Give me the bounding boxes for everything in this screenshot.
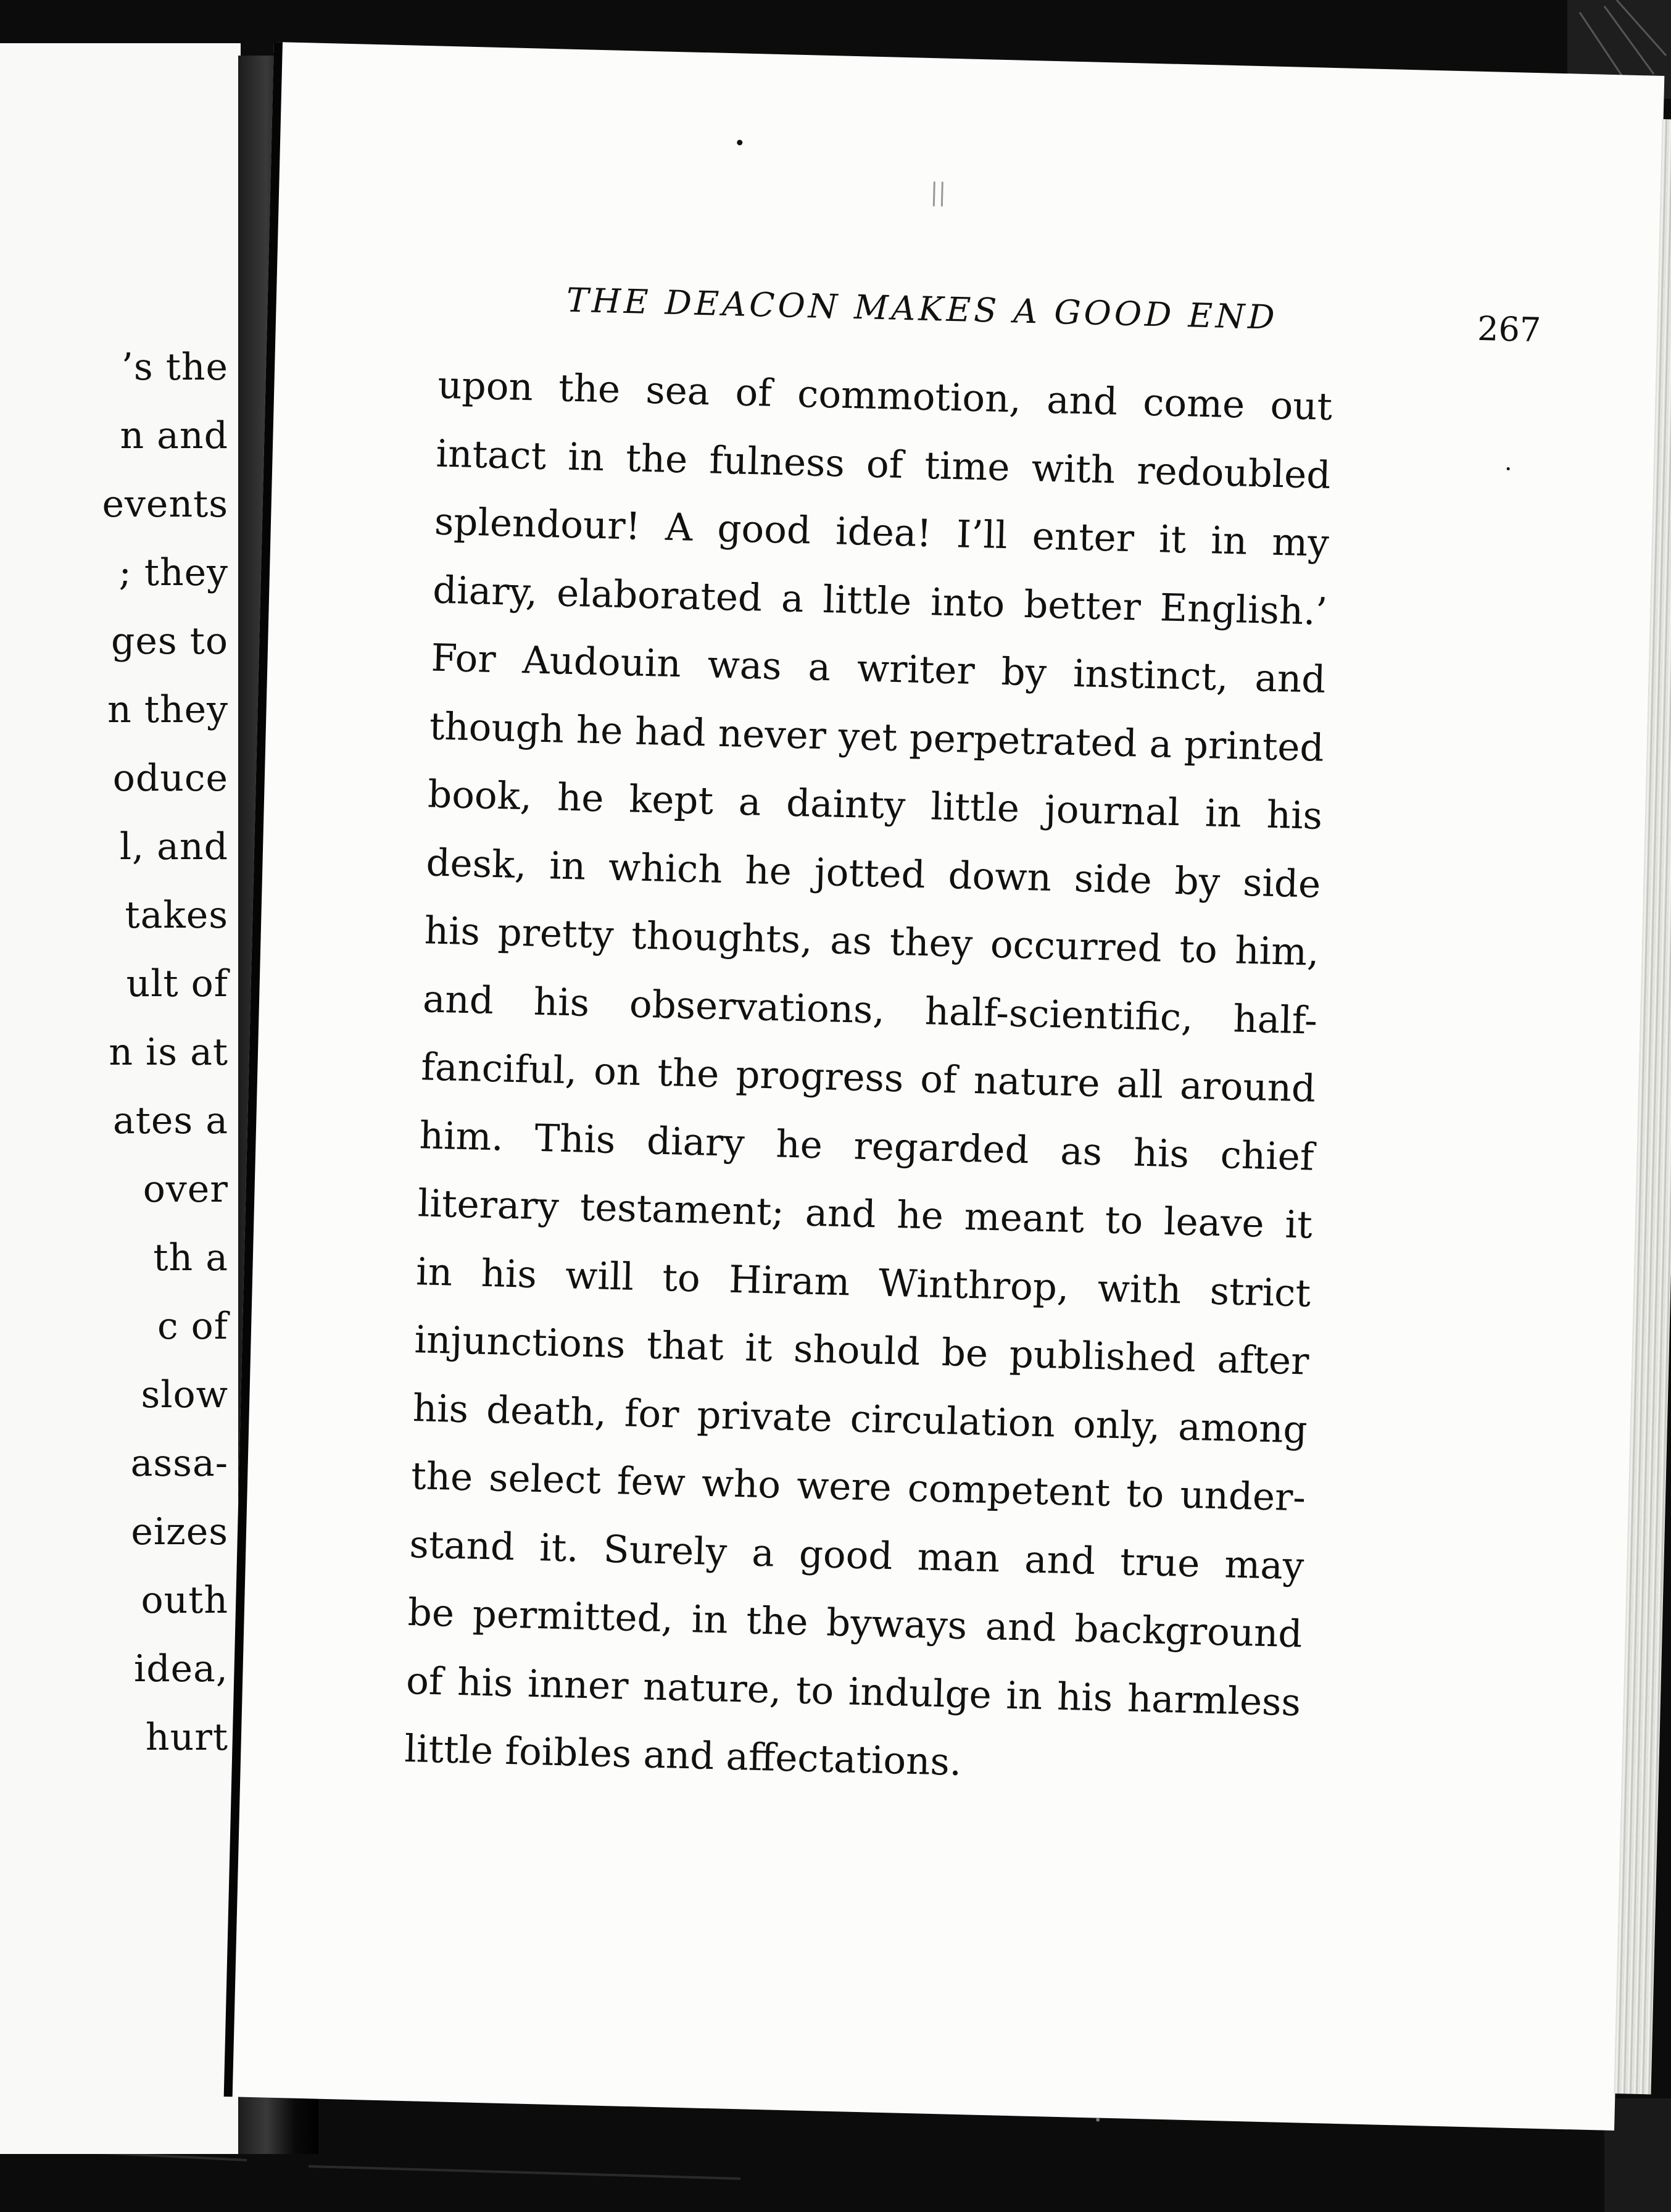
text-line: his pretty thoughts, as they occurred to him, xyxy=(424,908,1320,975)
left-fragment-line: ’s the xyxy=(121,346,228,389)
left-page-text-fragments xyxy=(0,333,228,1772)
left-fragment-line: events xyxy=(102,483,228,526)
left-fragment-line: idea, xyxy=(134,1647,228,1690)
text-line: book, he kept a dainty little journal in his xyxy=(427,772,1323,838)
left-fragment-line: ates a xyxy=(112,1099,228,1142)
text-line: his death, for private circulation only, among xyxy=(412,1386,1308,1452)
text-line: desk, in which he jotted down side by side xyxy=(425,840,1322,907)
left-fragment-line: th a xyxy=(153,1236,228,1279)
text-line: in his will to Hiram Winthrop, with strict xyxy=(415,1249,1311,1316)
left-fragment-line: eizes xyxy=(131,1510,228,1553)
left-fragment-line: assa- xyxy=(130,1442,228,1485)
page-number: 267 xyxy=(1477,309,1541,350)
running-head-title: THE DEACON MAKES A GOOD END xyxy=(566,280,1279,337)
text-line: For Audouin was a writer by instinct, and xyxy=(430,636,1327,702)
text-line: intact in the fulness of time with redoubled xyxy=(435,431,1332,497)
left-fragment-line: oduce xyxy=(112,757,228,800)
text-line: and his observations, half-scientific, half- xyxy=(422,976,1318,1043)
left-fragment-line: ges to xyxy=(110,620,228,663)
running-head xyxy=(565,281,1541,367)
left-fragment-line: hurt xyxy=(145,1716,228,1759)
left-fragment-line: ult of xyxy=(126,962,228,1005)
left-fragment-line: slow xyxy=(141,1373,228,1416)
text-line: him. This diary he regarded as his chief xyxy=(418,1113,1315,1179)
left-facing-page xyxy=(0,43,241,2154)
text-line: injunctions that it should be published after xyxy=(413,1318,1310,1384)
left-fragment-line: n and xyxy=(120,414,228,457)
left-fragment-line: n they xyxy=(107,688,228,731)
left-fragment-line: n is at xyxy=(109,1031,228,1074)
left-fragment-line: takes xyxy=(125,894,228,937)
left-fragment-line: c of xyxy=(157,1305,228,1348)
text-line: of his inner nature, to indulge in his harmless xyxy=(405,1658,1301,1724)
text-line-last: little foibles and affectations. xyxy=(404,1726,963,1785)
left-fragment-line: over xyxy=(143,1168,228,1211)
body-text xyxy=(404,352,1333,1805)
text-line: splendour! A good idea! I’ll enter it in my xyxy=(434,499,1330,565)
left-fragment-line: l, and xyxy=(119,825,228,868)
text-line: upon the sea of commotion, and come out xyxy=(437,363,1333,430)
left-fragment-line: ; they xyxy=(118,551,228,594)
text-line: the select few who were competent to under- xyxy=(410,1454,1306,1520)
text-line: stand it. Surely a good man and true may xyxy=(408,1522,1305,1588)
text-line: literary testament; and he meant to leave it xyxy=(417,1181,1313,1247)
left-fragment-line: outh xyxy=(141,1579,228,1622)
text-line: though he had never yet perpetrated a printed xyxy=(429,704,1325,770)
text-line: diary, elaborated a little into better English.’ xyxy=(432,568,1328,634)
right-page xyxy=(224,42,1665,2131)
text-line: be permitted, in the byways and background xyxy=(407,1590,1303,1657)
text-line: fanciful, on the progress of nature all around xyxy=(420,1045,1316,1111)
